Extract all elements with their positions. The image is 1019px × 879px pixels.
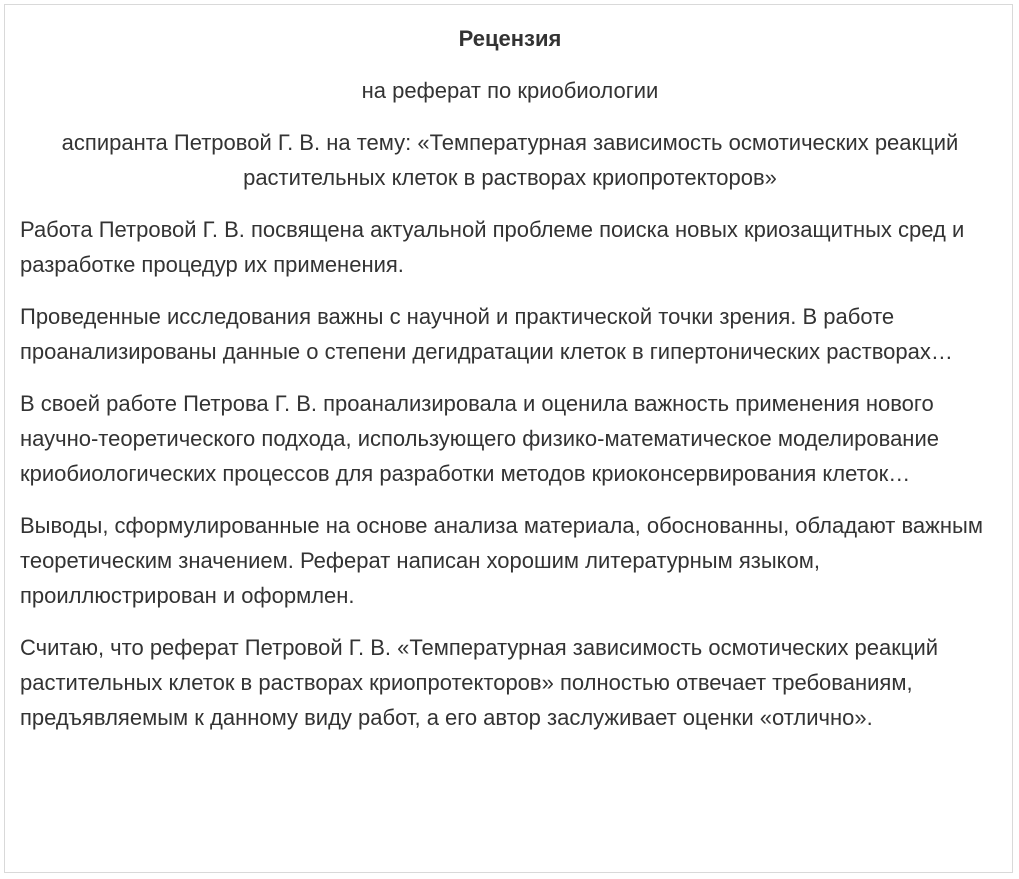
document-topic: аспиранта Петровой Г. В. на тему: «Температурная зависимость осмотических реакций растительных клеток в растворах криопротекторов» — [61, 130, 959, 190]
paragraph-4: Выводы, сформулированные на основе анализа материала, обоснованны, обладают важным теоретическим значением. Реферат написан хорошим литературным языком, проиллюстрирован и оформлен. — [20, 513, 983, 608]
document-body — [20, 5, 1000, 735]
paragraph-5: Считаю, что реферат Петровой Г. В. «Температурная зависимость осмотических реакций растительных клеток в растворах криопротекторов» полностью отвечает требованиям, предъявляемым к данному виду работ, а его автор заслуживает оценки «отлично». — [20, 635, 939, 730]
paragraph-1: Работа Петровой Г. В. посвящена актуальной проблеме поиска новых криозащитных сред и разработке процедур их применения. — [20, 217, 965, 277]
document-title: Рецензия — [458, 26, 562, 51]
document-frame — [4, 4, 1013, 873]
document-subtitle: на реферат по криобиологии — [361, 78, 659, 103]
paragraph-2: Проведенные исследования важны с научной и практической точки зрения. В работе проанализированы данные о степени дегидратации клеток в гипертонических растворах… — [20, 304, 953, 364]
paragraph-3: В своей работе Петрова Г. В. проанализировала и оценила важность применения нового научно-теоретического подхода, использующего физико-математическое моделирование криобиологических процессов для разработки методов криоконсервирования клеток… — [20, 391, 939, 486]
